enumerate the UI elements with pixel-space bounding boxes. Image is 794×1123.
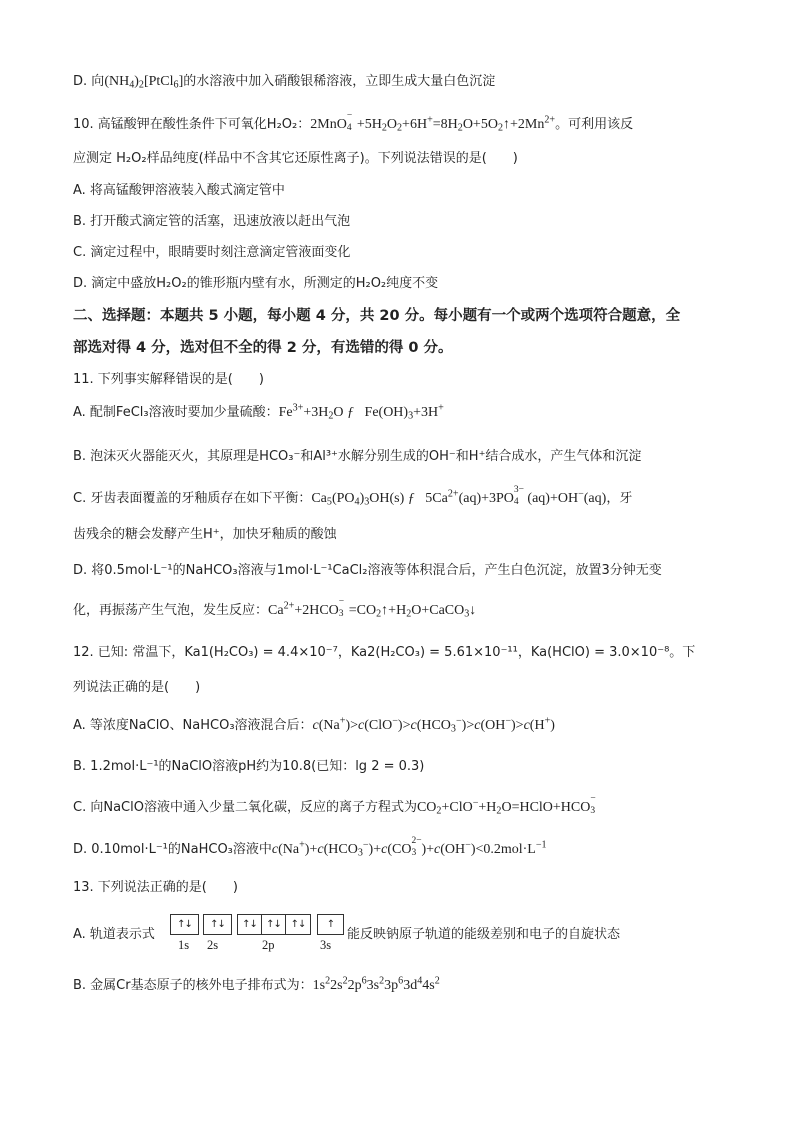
q12-option-c: C. 向NaClO溶液中通入少量二氧化碳，反应的离子方程式为$CO_2+ClO^-+H_2O=HClO+HCO$ − 3 <box>73 798 734 818</box>
q11-c-equation: $Ca_5(PO_4)_3OH(s)$ ƒ $5Ca^{2+}(aq)+3PO$ 3− 4 (aq)+OH−(aq) <box>311 485 607 508</box>
q12-stem-line1: 12. 已知: 常温下，Ka1(H₂CO₃) = 4.4×10⁻⁷，Ka2(H₂CO₃) = 5.61×10⁻¹¹，Ka(HClO) = 3.0×10⁻⁸。下 <box>73 645 696 660</box>
q10-option-d: D. 滴定中盛放H₂O₂的锥形瓶内壁有水，所测定的H₂O₂纯度不变 <box>73 276 439 291</box>
q12-option-b: B. 1.2mol·L⁻¹的NaClO溶液pH约为10.8(已知：lg 2 = 0.3) <box>73 759 425 774</box>
orbital-box-1s: ↑↓ <box>170 914 199 935</box>
q9-option-d: D. 向$(NH_4)_2[PtCl_6]$的水溶液中加入硝酸银稀溶液，立即生成大量白色沉淀 <box>73 74 496 91</box>
q10-stem-line1: 10. 高锰酸钾在酸性条件下可氧化H₂O₂：2MnO − 4 $+5H_2O_2+6H^+=8H_2O+5O_2↑+2Mn^{2+}$。可利用该反 <box>73 111 634 134</box>
q10-stem-line2: 应测定 H₂O₂样品纯度(样品中不含其它还原性离子)。下列说法错误的是( ) <box>73 151 518 166</box>
q13-option-a-prefix: A. 轨道表示式 <box>73 927 155 942</box>
q12-a-equation: $c(Na^+)>c(ClO^-)>c(HCO_3^-)>c(OH^-)>c(H^+)$ <box>312 715 555 735</box>
q11-option-c-line2: 齿残余的糖会发酵产生H⁺，加快牙釉质的酸蚀 <box>73 527 337 542</box>
section2-heading-line1: 二、选择题：本题共 5 小题，每小题 4 分，共 20 分。每小题有一个或两个选项符合题意，全 <box>73 308 681 324</box>
q10-option-a: A. 将高锰酸钾溶液装入酸式滴定管中 <box>73 183 285 198</box>
orbital-box-2p: ↑↓ ↑↓ ↑↓ <box>237 914 311 935</box>
q13-option-b: B. 金属Cr基态原子的核外电子排布式为：$1s^22s^22p^63s^23p^63d^44s^2$ <box>73 975 440 993</box>
q10-option-b: B. 打开酸式滴定管的活塞，迅速放液以赶出气泡 <box>73 214 351 229</box>
q9-d-formula: $(NH_4)_2[PtCl_6]$ <box>104 74 184 91</box>
q11-option-b: B. 泡沫灭火器能灭火，其原理是HCO₃⁻和Al³⁺水解分别生成的OH⁻和H⁺结合成水，产生气体和沉淀 <box>73 449 642 464</box>
orbital-label-3s: 3s <box>320 938 332 952</box>
q12-option-d: D. 0.10mol·L⁻¹的NaHCO₃溶液中$c(Na^+)+c(HCO_3^-)+c(CO$ 2− 3 )$+c(OH^-)<0.2mol\cdot L^{-1}$ <box>73 836 547 859</box>
q12-option-a: A. 等浓度NaClO、NaHCO₃溶液混合后：$c(Na^+)>c(ClO^-)>c(HCO_3^-)>c(OH^-)>c(H^+)$ <box>73 715 555 735</box>
section2-heading-line2: 部选对得 4 分，选对但不全的得 2 分，有选错的得 0 分。 <box>73 340 453 356</box>
orbital-label-2p: 2p <box>262 938 275 952</box>
q13-stem: 13. 下列说法正确的是( ) <box>73 880 238 895</box>
q12-d-equation: $c(Na^+)+c(HCO_3^-)+c(CO$ 2− 3 )$+c(OH^-)<0.2mol\cdot L^{-1}$ <box>271 836 547 859</box>
orbital-box-3s: ↑ <box>317 914 344 935</box>
orbital-box-2s: ↑↓ <box>203 914 232 935</box>
q12-c-equation: $CO_2+ClO^-+H_2O=HClO+HCO$ − 3 <box>416 794 596 817</box>
q11-option-d-line1: D. 将0.5mol·L⁻¹的NaHCO₃溶液与1mol·L⁻¹CaCl₂溶液等体积混合后，产生白色沉淀，放置3分钟无变 <box>73 563 662 578</box>
q10-option-c: C. 滴定过程中，眼睛要时刻注意滴定管液面变化 <box>73 245 351 260</box>
q11-option-c-line1: C. 牙齿表面覆盖的牙釉质存在如下平衡：$Ca_5(PO_4)_3OH(s)$ ƒ $5Ca^{2+}(aq)+3PO$ 3− 4 (aq)+OH−(aq)，牙 <box>73 485 633 508</box>
q11-stem: 11. 下列事实解释错误的是( ) <box>73 372 264 387</box>
q11-d-equation: $Ca^{2+}+2HCO$ − 3 $=CO_2↑+H_2O+CaCO_3↓$ <box>268 597 477 620</box>
orbital-label-1s: 1s <box>178 938 190 952</box>
orbital-label-2s: 2s <box>207 938 219 952</box>
q11-a-equation: $Fe^{3+}+3H_2O$ ƒ $Fe(OH)_3+3H^+$ <box>278 402 444 422</box>
q11-option-d-line2: 化，再振荡产生气泡，发生反应：$Ca^{2+}+2HCO$ − 3 $=CO_2↑+H_2O+CaCO_3↓$ <box>73 597 477 620</box>
q10-equation: 2MnO − 4 $+5H_2O_2+6H^+=8H_2O+5O_2↑+2Mn^{2+}$ <box>310 111 556 134</box>
q13-option-a-suffix: 能反映钠原子轨道的能级差别和电子的自旋状态 <box>347 927 621 942</box>
q12-stem-line2: 列说法正确的是( ) <box>73 680 201 695</box>
q13-b-config: $1s^22s^22p^63s^23p^63d^44s^2$ <box>312 975 440 993</box>
q11-option-a: A. 配制FeCl₃溶液时要加少量硫酸：$Fe^{3+}+3H_2O$ ƒ $Fe(OH)_3+3H^+$ <box>73 402 444 422</box>
